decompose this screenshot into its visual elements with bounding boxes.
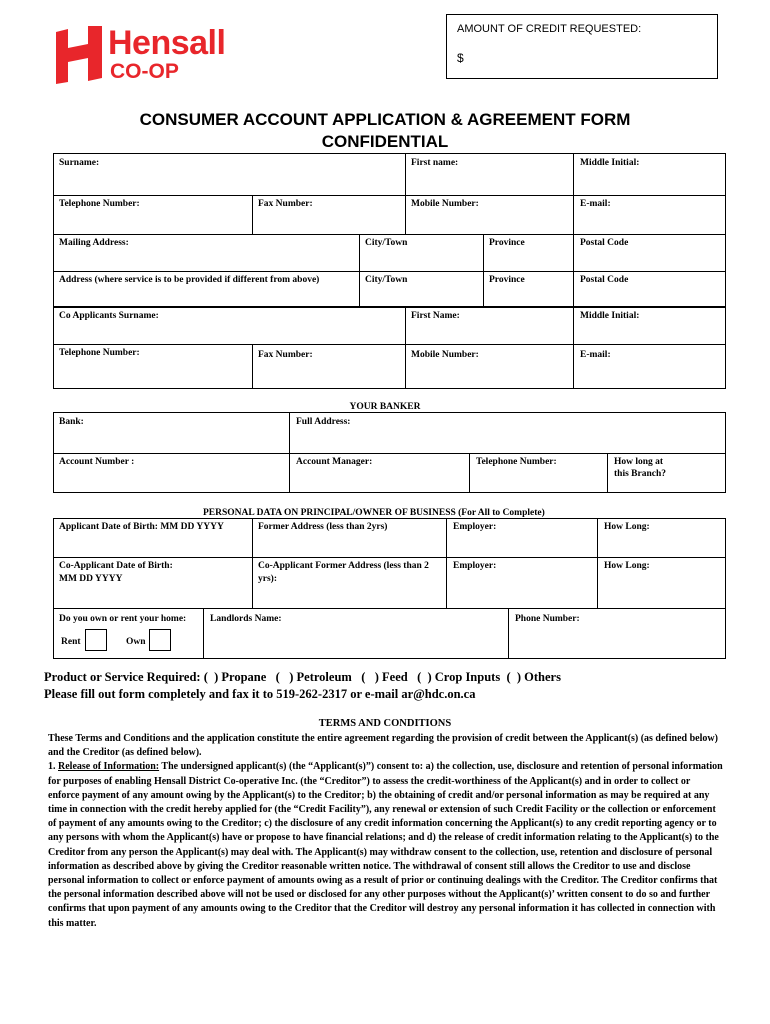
how-long-field[interactable]: How Long: <box>604 522 650 532</box>
account-manager-field[interactable]: Account Manager: <box>296 457 373 467</box>
bank-telephone-field[interactable]: Telephone Number: <box>476 457 557 467</box>
co-employer-field[interactable]: Employer: <box>453 561 497 571</box>
telephone-field[interactable]: Telephone Number: <box>59 199 140 209</box>
co-fax-field[interactable]: Fax Number: <box>258 350 313 360</box>
dob-field[interactable]: Applicant Date of Birth: MM DD YYYY <box>59 522 224 532</box>
mailing-address-field[interactable]: Mailing Address: <box>59 238 129 248</box>
terms-intro: These Terms and Conditions and the application constitute the entire agreement regarding the provision of credit between the Applicant(s) (as defined below) and the Creditor (as defined below). <box>48 733 718 759</box>
service-address-field[interactable]: Address (where service is to be provided if different from above) <box>59 275 320 285</box>
landlord-name-field[interactable]: Landlords Name: <box>210 614 282 624</box>
co-middle-initial-field[interactable]: Middle Initial: <box>580 311 640 321</box>
rent-checkbox[interactable] <box>85 629 107 651</box>
former-address-field[interactable]: Former Address (less than 2yrs) <box>258 522 388 532</box>
fax-instruction-line: Please fill out form completely and fax it to 519-262-2317 or e-mail ar@hdc.on.ca <box>44 687 476 701</box>
province-field[interactable]: Province <box>489 238 525 248</box>
logo-name: Hensall <box>108 24 226 62</box>
rent-label: Rent <box>61 637 81 647</box>
bank-address-field[interactable]: Full Address: <box>296 417 351 427</box>
email-field[interactable]: E-mail: <box>580 199 611 209</box>
logo-subtitle: CO-OP <box>110 60 179 83</box>
co-mobile-field[interactable]: Mobile Number: <box>411 350 479 360</box>
account-number-field[interactable]: Account Number : <box>59 457 135 467</box>
logo-mark-icon <box>54 26 106 84</box>
product-service-line: Product or Service Required: ( ) Propane ( ) Petroleum ( ) Feed ( ) Crop Inputs ( ) Others <box>44 670 561 684</box>
terms-body <box>48 732 724 931</box>
terms-heading: TERMS AND CONDITIONS <box>318 718 452 729</box>
release-text: The undersigned applicant(s) (the “Applicant(s)”) consent to: a) the collection, use, disclosure and retention of personal information for purposes of enabling Hensall District Co-operative Inc. (the “Creditor”) to assess the credit-worthiness of the Applicant(s) and in order to collect or enforce payment of any amount owing by the Applicant(s) to the Creditor; b) the obtaining of credit and/or personal information as may be required at any time in connection with the credit hereby applied for (the “Credit Facility”), any renewal or extension of such Credit Facility or the collection or enforcement of payment of any amounts owing to the Creditor; c) the disclosure of any credit information concerning the Applicant(s) to any credit reporting agency or to any persons with whom the Applicant(s) have or propose to have financial relations; and d) the release of credit information relating to the Applicant(s) to the Creditor from any person the Applicant(s) may deal with. The Applicant(s) may withdraw consent to the collection, use, retention and disclosure of personal information as described above by giving the Creditor reasonable written notice. The withdrawal of consent still allows the Creditor to use and disclose personal information to collect or enforce payment of amounts owing as a result of prior or continuing dealings with the Creditor. The Creditor confirms that the personal information described above will not be used or disclosed for any other purposes without the Applicant(s)’ written consent to do so and further confirms that upon payment of any amounts owing to the Creditor that the Creditor will destroy any personal information it has collected in connection with this matter. <box>48 761 723 929</box>
co-telephone-field[interactable]: Telephone Number: <box>59 348 140 358</box>
co-dob-label-1[interactable]: Co-Applicant Date of Birth: <box>59 561 173 571</box>
co-email-field[interactable]: E-mail: <box>580 350 611 360</box>
fax-field[interactable]: Fax Number: <box>258 199 313 209</box>
city-field[interactable]: City/Town <box>365 238 408 248</box>
release-number: 1. <box>48 761 56 773</box>
phone-number-field[interactable]: Phone Number: <box>515 614 580 624</box>
banker-heading: YOUR BANKER <box>349 402 421 412</box>
currency-symbol: $ <box>457 51 464 65</box>
credit-requested-box[interactable] <box>446 14 718 79</box>
how-long-branch-label-2[interactable]: this Branch? <box>614 469 666 479</box>
employer-field[interactable]: Employer: <box>453 522 497 532</box>
service-province-field[interactable]: Province <box>489 275 525 285</box>
co-former-address-label-2[interactable]: yrs): <box>258 574 277 584</box>
co-surname-field[interactable]: Co Applicants Surname: <box>59 311 159 321</box>
co-first-name-field[interactable]: First Name: <box>411 311 460 321</box>
own-label: Own <box>126 637 146 647</box>
hensall-logo <box>54 26 284 86</box>
first-name-field[interactable]: First name: <box>411 158 459 168</box>
postal-code-field[interactable]: Postal Code <box>580 238 629 248</box>
co-dob-label-2[interactable]: MM DD YYYY <box>59 574 123 584</box>
page-title: CONSUMER ACCOUNT APPLICATION & AGREEMENT FORM <box>139 110 631 129</box>
personal-data-heading: PERSONAL DATA ON PRINCIPAL/OWNER OF BUSINESS (For All to Complete) <box>203 508 545 518</box>
service-postal-code-field[interactable]: Postal Code <box>580 275 629 285</box>
own-checkbox[interactable] <box>149 629 171 651</box>
co-how-long-field[interactable]: How Long: <box>604 561 650 571</box>
release-clause <box>48 760 724 930</box>
service-city-field[interactable]: City/Town <box>365 275 408 285</box>
co-former-address-label-1[interactable]: Co-Applicant Former Address (less than 2 <box>258 561 429 571</box>
own-rent-label: Do you own or rent your home: <box>59 614 187 624</box>
mobile-field[interactable]: Mobile Number: <box>411 199 479 209</box>
release-title: Release of Information: <box>58 761 160 773</box>
credit-requested-label: AMOUNT OF CREDIT REQUESTED: <box>457 23 642 35</box>
bank-field[interactable]: Bank: <box>59 417 84 427</box>
page-subtitle: CONFIDENTIAL <box>321 132 449 151</box>
middle-initial-field[interactable]: Middle Initial: <box>580 158 640 168</box>
surname-field[interactable]: Surname: <box>59 158 100 168</box>
how-long-branch-label-1[interactable]: How long at <box>614 457 664 467</box>
